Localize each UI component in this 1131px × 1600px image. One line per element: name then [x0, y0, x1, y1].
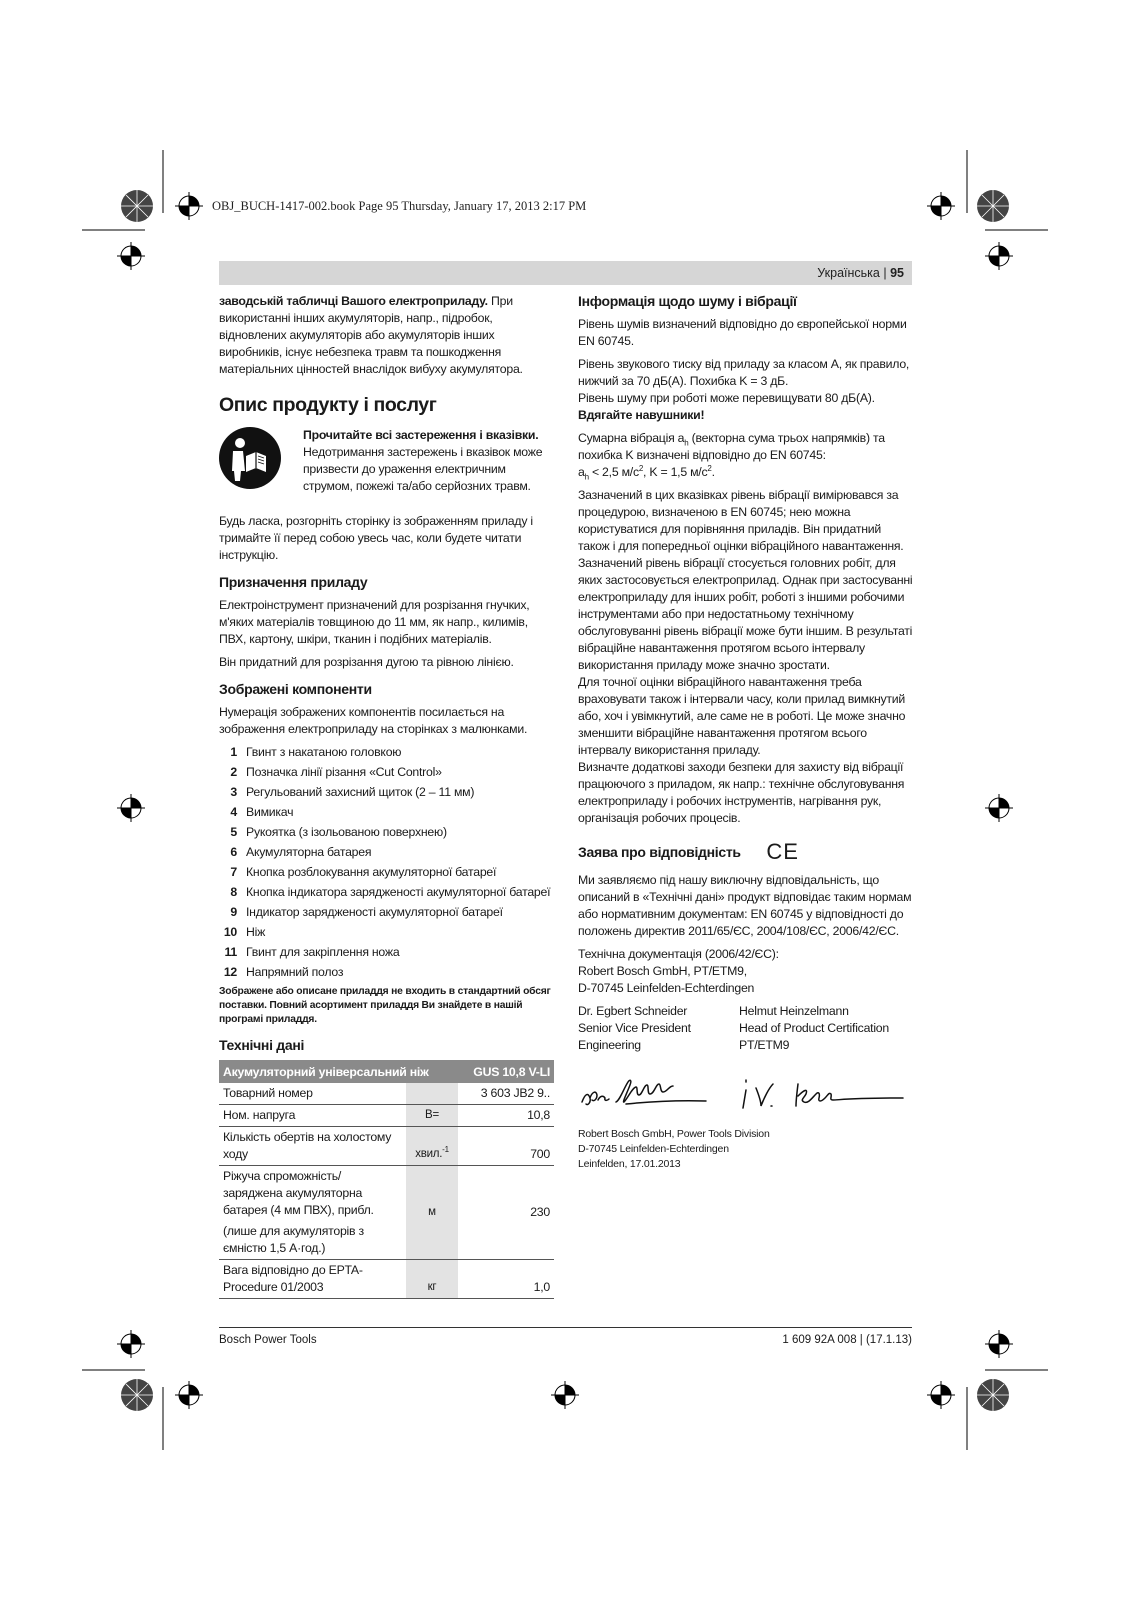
handwritten-signatures [578, 1062, 913, 1122]
left-column [219, 293, 554, 1299]
table-row: Ріжуча спроможність/ заряджена акумуляторна батарея (4 мм ПВХ), прибл. (лише для акумуляторів з ємністю 1,5 А·год.) м 230 [219, 1166, 554, 1260]
footer-divider [219, 1327, 912, 1328]
warning-bold: Прочитайте всі застереження і вказівки. [303, 428, 539, 442]
read-instructions-warning [219, 427, 554, 505]
components-intro: Нумерація зображених компонентів посилається на зображення електроприладу на сторінках з малюнками. [219, 705, 528, 736]
technical-documentation: Технічна документація (2006/42/ЄС): Robert Bosch GmbH, PT/ETM9, D-70745 Leinfelden-Echterdingen [578, 947, 779, 995]
list-item: 1 Гвинт з накатаною головкою [230, 745, 402, 759]
list-item: 5 Рукоятка (з ізольованою поверхнею) [230, 825, 447, 839]
list-item: 10 Ніж [223, 925, 266, 939]
table-header-model: GUS 10,8 V-LI [458, 1060, 554, 1083]
section-title-noise: Інформація щодо шуму і вібрації [578, 293, 797, 309]
vibration-paragraph-4: Для точної оцінки вібраційного навантаження треба враховувати також і інтервали часу, коли прилад вимкнутий або, хоч і увімкнутий, але саме не в роботі. Це може значно зменшити вібраційне навантаження протягом всього інтервалу використання приладу. [578, 675, 906, 757]
section-title-purpose: Призначення приладу [219, 574, 368, 590]
footer-doc-number: 1 609 92A 008 | (17.1.13) [782, 1334, 912, 1346]
vibration-paragraph-2: Зазначений в цих вказівках рівень вібрації вимірювався за процедурою, визначеною в EN 60745; нею можна користуватися для порівняння приладів. Він придатний також і для попередньої оцінки вібраційного навантаження. [578, 488, 904, 553]
page-header: Українська | 95 [817, 266, 904, 280]
signatory-2: Helmut Heinzelmann Head of Product Certification PT/ETM9 [739, 1004, 889, 1052]
vibration-values: Сумарна вібрація $a_h$ (векторна сума трьох напрямків) та похибка K визначені відповідно до EN 60745: $a_h < 2,5$ $м/с^2$, K = 1,5 $м/с^2$. [578, 431, 885, 482]
ce-mark-icon: CE [766, 839, 799, 864]
purpose-paragraph-1: Електроінструмент призначений для розрізання гнучких, м'яких матеріалів товщиною до 11 мм, як напр., килимів, ПВХ, картону, шкіри, тканин і подібних матеріалів. [219, 598, 530, 646]
list-item: 4 Вимикач [230, 805, 294, 819]
table-row: Товарний номер 3 603 JB2 9.. [219, 1083, 554, 1105]
table-header-label: Акумуляторний універсальний ніж [219, 1060, 458, 1083]
signatory-1: Dr. Egbert Schneider Senior Vice President Engineering [578, 1004, 691, 1052]
list-item: 11 Гвинт для закріплення ножа [224, 945, 400, 959]
list-item: 2 Позначка лінії різання «Cut Control» [230, 765, 442, 779]
section-title-tech-data: Технічні дані [219, 1037, 305, 1053]
page-header-bar [219, 261, 912, 285]
warning-text [303, 427, 556, 495]
right-column [578, 293, 913, 1172]
header-language: Українська [817, 266, 880, 280]
vibration-paragraph-3: Зазначений рівень вібрації стосується головних робіт, для яких застосовується електроприлад. Однак при застосуванні електроприладу для інших робіт, роботі з іншими робочими інструментами або при недостатньому технічному обслуговуванні рівень вібрації може бути іншим. В результаті вібраційне навантаження протягом всього інтервалу використання приладу може значно зростати. [578, 556, 913, 672]
warning-body: Недотримання застережень і вказівок може призвести до ураження електричним струмом, пожежі та/або серйозних травм. [303, 445, 543, 493]
section-title-product: Опис продукту і послуг [219, 394, 437, 416]
signatories [578, 1003, 913, 1054]
table-header-row [219, 1060, 554, 1083]
noise-paragraph-1: Рівень шумів визначений відповідно до європейської норми EN 60745. [578, 317, 907, 348]
accessories-note: Зображене або описане приладдя не входить в стандартний обсяг поставки. Повний асортимент приладдя Ви знайдете в нашій програмі приладдя. [219, 986, 551, 1025]
vibration-paragraph-5: Визначте додаткові заходи безпеки для захисту від вібрації працюючого з приладом, як напр.: технічне обслуговування електроприладу і робочих інструментів, нагрівання рук, організація робочих процесів. [578, 760, 905, 825]
list-item: 7 Кнопка розблокування акумуляторної батареї [230, 865, 497, 879]
footer-brand: Bosch Power Tools [219, 1334, 317, 1346]
purpose-paragraph-2: Він придатний для розрізання дугою та рівною лінією. [219, 655, 514, 669]
tech-data-table [219, 1060, 554, 1299]
section-title-components: Зображені компоненти [219, 681, 372, 697]
table-row: Кількість обертів на холостому ходу хвил.$^{-1}$ 700 [219, 1127, 554, 1166]
intro-paragraph [219, 293, 554, 378]
components-list [219, 744, 554, 981]
intro-bold: заводській табличці Вашого електроприладу. [219, 294, 488, 308]
conformity-paragraph: Ми заявляємо під нашу виключну відповідальність, що описаний в «Технічні дані» продукт відповідає таким нормам або нормативним документам: EN 60745 у відповідності до положень директив 2011/65/ЄС, 2004/108/ЄС, 2006/42/ЄС. [578, 873, 912, 938]
table-row: Вага відповідно до EPTA-Procedure 01/2003 кг 1,0 [219, 1260, 554, 1299]
list-item: 6 Акумуляторна батарея [230, 845, 372, 859]
unfold-page-text: Будь ласка, розгорніть сторінку із зображенням приладу і тримайте її перед собою увесь час, коли будете читати інструкцію. [219, 514, 533, 562]
print-slug: OBJ_BUCH-1417-002.book Page 95 Thursday, January 17, 2013 2:17 PM [212, 199, 587, 213]
header-page-number: 95 [890, 266, 904, 280]
intro-text: При використанні інших акумуляторів, напр., підробок, відновлених акумуляторів або акумуляторів інших виробників, існує небезпека травм та пошкодження матеріальних цінностей внаслідок вибуху акумулятора. [219, 294, 523, 376]
list-item: 3 Регульований захисний щиток (2 – 11 мм) [230, 785, 475, 799]
noise-paragraph-2: Рівень звукового тиску від приладу за класом А, як правило, нижчий за 70 дБ(A). Похибка K = 3 дБ. Рівень шуму при роботі може перевищувати 80 дБ(A). Вдягайте навушники! [578, 357, 910, 422]
read-manual-icon [219, 427, 281, 489]
table-row: Ном. напруга В= 10,8 [219, 1105, 554, 1127]
section-title-conformity: Заява про відповідність CE [578, 839, 799, 864]
list-item: 12 Напрямний полоз [223, 965, 344, 979]
list-item: 8 Кнопка індикатора зарядженості акумуляторної батареї [230, 885, 551, 899]
company-footer-note: Robert Bosch GmbH, Power Tools Division D-70745 Leinfelden-Echterdingen Leinfelden, 17.01.2013 [578, 1128, 770, 1170]
list-item: 9 Індикатор зарядженості акумуляторної батареї [230, 905, 503, 919]
